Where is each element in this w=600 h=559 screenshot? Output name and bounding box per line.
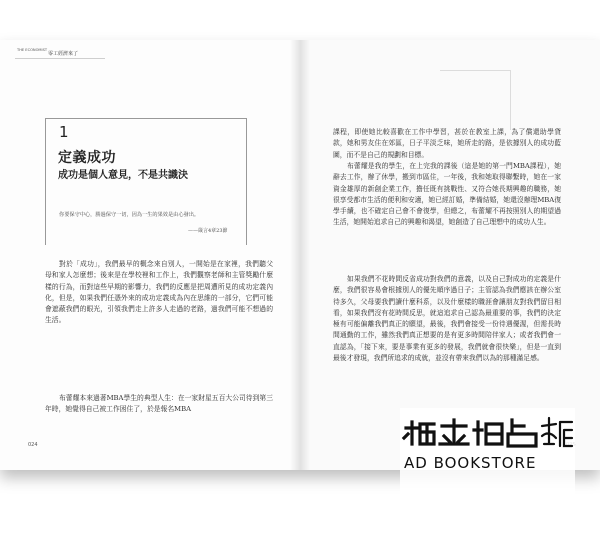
epigraph-quote: 你要保守中心，勝過保守一切，因為一生的果效是由心發出。 — [59, 212, 200, 218]
watermark-brand-text: AD BOOKSTORE — [404, 454, 537, 472]
bookstore-logo — [400, 408, 575, 523]
corner-rule-horizontal — [440, 70, 510, 71]
running-head-title: 零工經濟來了 — [48, 51, 79, 57]
chapter-subtitle: 成功是個人意見，不是共識決 — [58, 170, 188, 181]
corner-rule-vertical — [510, 70, 511, 130]
right-paragraph-1: 課程，即使她比較喜歡在工作中學習，甚於在教室上課，為了償還助學貸款，她和男友住在郊區，日子平淡乏味，她所走的路，是依據別人的成功藍圖，而不是自己的規劃和目標。 — [333, 128, 561, 159]
page-number-left: 024 — [28, 442, 38, 448]
running-head-series-text: THE ECONOMIST — [17, 48, 48, 52]
right-paragraph-2: 布蕾耀是我的學生，在上完我的課後（這是她的第一門MBA課程），她辭去工作，辦了休學，搬到市區住，一年後，我和她取得聯繫時，她在一家資金雄厚的新創企業工作，擔任既有挑戰性、又符合她長期興趣的職務，她很享受都市生活的便利和安適，她已經訂婚，準備結婚，她還沒辦理MBA復學手續，也不確定自己會不會復學，但總之，布蕾耀不再按照別人的期望過生活，她開始追求自己的興趣和渴望，她創造了自己理想中的成功人生。 — [333, 162, 561, 227]
left-paragraph-2: 布蕾耀本來過著MBA學生的典型人生：在一家財星五百大公司待到第三年時，她覺得自己被工作困住了，於是報名MBA — [45, 394, 273, 414]
epigraph-source: ——箴言4章23節 — [188, 228, 228, 234]
left-paragraph-1: 對於「成功」，我們最早的概念來自別人，一開始是在家裡，我們聽父母和家人怎麼想；後來是在學校裡和工作上，我們觀察老師和主管獎勵什麼樣的行為，而對這些早期的影響力，我們的反應是把周遭所見的成功定義內化，但是，如果我們任憑外來的成功定義成為內在思維的一部分，它們可能會遮蔽我們的眼光，引領我們走上許多人走過的老路，過我們可能不想過的生活。 — [45, 260, 273, 325]
bookstore-watermark — [400, 408, 575, 523]
header-rule — [15, 58, 105, 59]
chapter-box — [45, 118, 247, 245]
running-head-series — [17, 48, 47, 52]
chapter-number: 1 — [59, 123, 69, 141]
chapter-title: 定義成功 — [58, 150, 116, 166]
book-gutter — [290, 40, 310, 470]
right-paragraph-3: 如果我們不花時間反省成功對我們的意義，以及自己對成功的定義是什麼，我們很容易會根據別人的優先順序過日子；主管認為我們應該在辦公室待多久，父母要我們讀什麼科系，以及什麼樣的職涯會讓朋友對我們留目相看，如果我們沒有花時間反思，就這追求自己認為最重要的事，我們的決定極有可能偏離我們真正的願望，最後，我們會接受一份待遇優渥，但需長時間通勤的工作，雖然我們真正想要的是有更多時間陪伴家人；或者我們會一直認為，「接下來，要是事業有更多的發展，我們就會很快樂」，但是一直到最後才發現，我們所追求的成就，並沒有帶來我們以為的那種滿足感。 — [333, 275, 561, 363]
